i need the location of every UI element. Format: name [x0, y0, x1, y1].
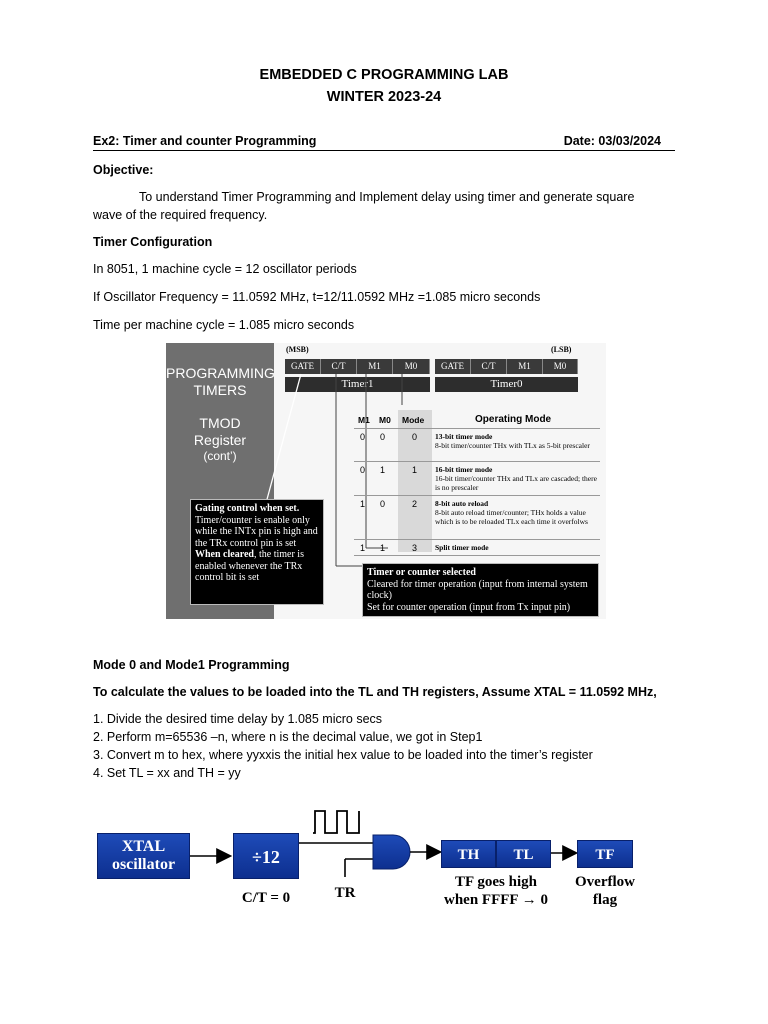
row0-m0: 0 [380, 432, 386, 442]
term-title: WINTER 2023-24 [326, 89, 442, 105]
tf-goes-high-line-1: TF goes high [455, 874, 537, 890]
xtal-label: XTAL [121, 838, 166, 855]
panel-reg-2: Register [193, 432, 247, 448]
lsb-label: (LSB) [551, 345, 572, 354]
row1-mode: 1 [412, 465, 418, 475]
step-1: 1. Divide the desired time delay by 1.085 micro secs [93, 712, 383, 726]
objective-line-1: To understand Timer Programming and Implement delay using timer and generate square [139, 190, 635, 204]
ct-zero-label: C/T = 0 [241, 890, 291, 906]
exercise-title: Ex2: Timer and counter Programming [93, 134, 317, 148]
gate-callout-heading-2: When cleared [195, 549, 254, 560]
row1-m0: 1 [380, 465, 386, 475]
tl-register-box: TL [496, 840, 551, 868]
objective-heading: Objective: [93, 163, 154, 177]
panel-reg-1: TMOD [199, 415, 241, 431]
ct-callout [362, 563, 599, 617]
overflow-line-1: Overflow [575, 874, 635, 890]
row0-title: 13-bit timer mode [435, 432, 493, 441]
t1-gate-bit: GATE [285, 359, 321, 374]
row2-m0: 0 [380, 499, 386, 509]
exercise-date: Date: 03/03/2024 [563, 134, 661, 148]
row0-text: 8-bit timer/counter THx with TLx as 5-bit prescaler [435, 441, 590, 450]
square-wave-icon [313, 811, 359, 833]
tf-goes-high-line-2: when FFFF → 0 [443, 892, 549, 908]
overflow-line-2: flag [592, 892, 618, 908]
ct-callout-line-2: Set for counter operation (input from Tx input pin) [367, 601, 571, 613]
row2-title: 8-bit auto reload [435, 499, 489, 508]
timer0-label: Timer0 [435, 377, 578, 392]
t0-m0-bit: M0 [543, 359, 578, 374]
ct-callout-heading: Timer or counter selected [367, 567, 476, 578]
t1-ct-bit: C/T [321, 359, 357, 374]
divider-box: ÷12 [233, 833, 299, 879]
row3-m1: 1 [360, 543, 366, 553]
tmod-register-figure [166, 343, 606, 619]
oscillator-label: oscillator [111, 856, 176, 873]
row0-mode: 0 [412, 432, 418, 442]
lab-title: EMBEDDED C PROGRAMMING LAB [259, 67, 509, 83]
gate-callout-heading: Gating control when set. [195, 503, 300, 514]
step-4: 4. Set TL = xx and TH = yy [93, 766, 241, 780]
gate-callout-text-2: , the timer is enabled whenever the TRx control bit is set [195, 549, 304, 583]
gate-callout-text: Timer/counter is enable only while the INTx pin is high and the TRx control pin is set [195, 514, 318, 549]
objective-line-2: wave of the required frequency. [93, 208, 268, 222]
row2-mode: 2 [412, 499, 418, 509]
timer-config-p3: Time per machine cycle = 1.085 micro seconds [93, 318, 355, 332]
table-rule-1 [354, 461, 600, 462]
row2-m1: 1 [360, 499, 366, 509]
row3-title: Split timer mode [435, 543, 489, 552]
row1-m1: 0 [360, 465, 366, 475]
t1-m0-bit: M0 [393, 359, 430, 374]
col-operating-header: Operating Mode [475, 414, 552, 425]
row2-text: 8-bit auto reload timer/counter; THx holds a value which is to be reloaded TLx each time it overfolws [435, 508, 588, 526]
header-rule [93, 150, 675, 151]
table-rule-4 [354, 555, 600, 556]
mode-subheading: To calculate the values to be loaded into the TL and TH registers, Assume XTAL = 11.0592 MHz, [93, 685, 657, 699]
row1-title: 16-bit timer mode [435, 465, 493, 474]
t0-ct-bit: C/T [471, 359, 507, 374]
timer1-label: Timer1 [285, 377, 430, 392]
timer-block-diagram [93, 797, 646, 917]
ct-callout-line-1: Cleared for timer operation (input from internal system clock) [367, 578, 588, 601]
row0-m1: 0 [360, 432, 366, 442]
table-rule-2 [354, 495, 600, 496]
step-2: 2. Perform m=65536 –n, where n is the decimal value, we got in Step1 [93, 730, 483, 744]
table-rule-3 [354, 539, 600, 540]
t0-gate-bit: GATE [435, 359, 471, 374]
tr-label: TR [334, 885, 356, 901]
row3-desc [435, 543, 600, 552]
gate-callout [190, 499, 324, 605]
row1-desc [435, 465, 600, 492]
table-rule-0 [354, 428, 600, 429]
timer-config-heading: Timer Configuration [93, 235, 213, 249]
col-m0-header: M0 [379, 415, 391, 425]
mode-heading: Mode 0 and Mode1 Programming [93, 658, 290, 672]
and-gate-icon [373, 835, 410, 869]
col-m1-header: M1 [358, 415, 370, 425]
row0-desc [435, 432, 600, 450]
step-3: 3. Convert m to hex, where yyxxis the initial hex value to be loaded into the timer’s register [93, 748, 593, 762]
t1-m1-bit: M1 [357, 359, 393, 374]
t0-m1-bit: M1 [507, 359, 543, 374]
panel-title-1: PROGRAMMING [166, 365, 275, 381]
row2-desc [435, 499, 600, 526]
panel-title-2: TIMERS [193, 382, 247, 398]
timer-config-p2: If Oscillator Frequency = 11.0592 MHz, t=12/11.0592 MHz =1.085 micro seconds [93, 290, 541, 304]
row3-m0: 1 [380, 543, 386, 553]
overflow-flag-label [567, 873, 643, 909]
timer-config-p1: In 8051, 1 machine cycle = 12 oscillator periods [93, 262, 357, 276]
tf-goes-high-label [431, 873, 561, 909]
row3-mode: 3 [412, 543, 418, 553]
tf-flag-box: TF [577, 840, 633, 868]
row1-text: 16-bit timer/counter THx and TLx are cascaded; there is no prescaler [435, 474, 597, 492]
xtal-oscillator-box [97, 833, 190, 879]
msb-label: (MSB) [286, 345, 309, 354]
panel-cont: (cont’) [203, 449, 237, 463]
th-register-box: TH [441, 840, 496, 868]
col-mode-header: Mode [402, 415, 425, 425]
